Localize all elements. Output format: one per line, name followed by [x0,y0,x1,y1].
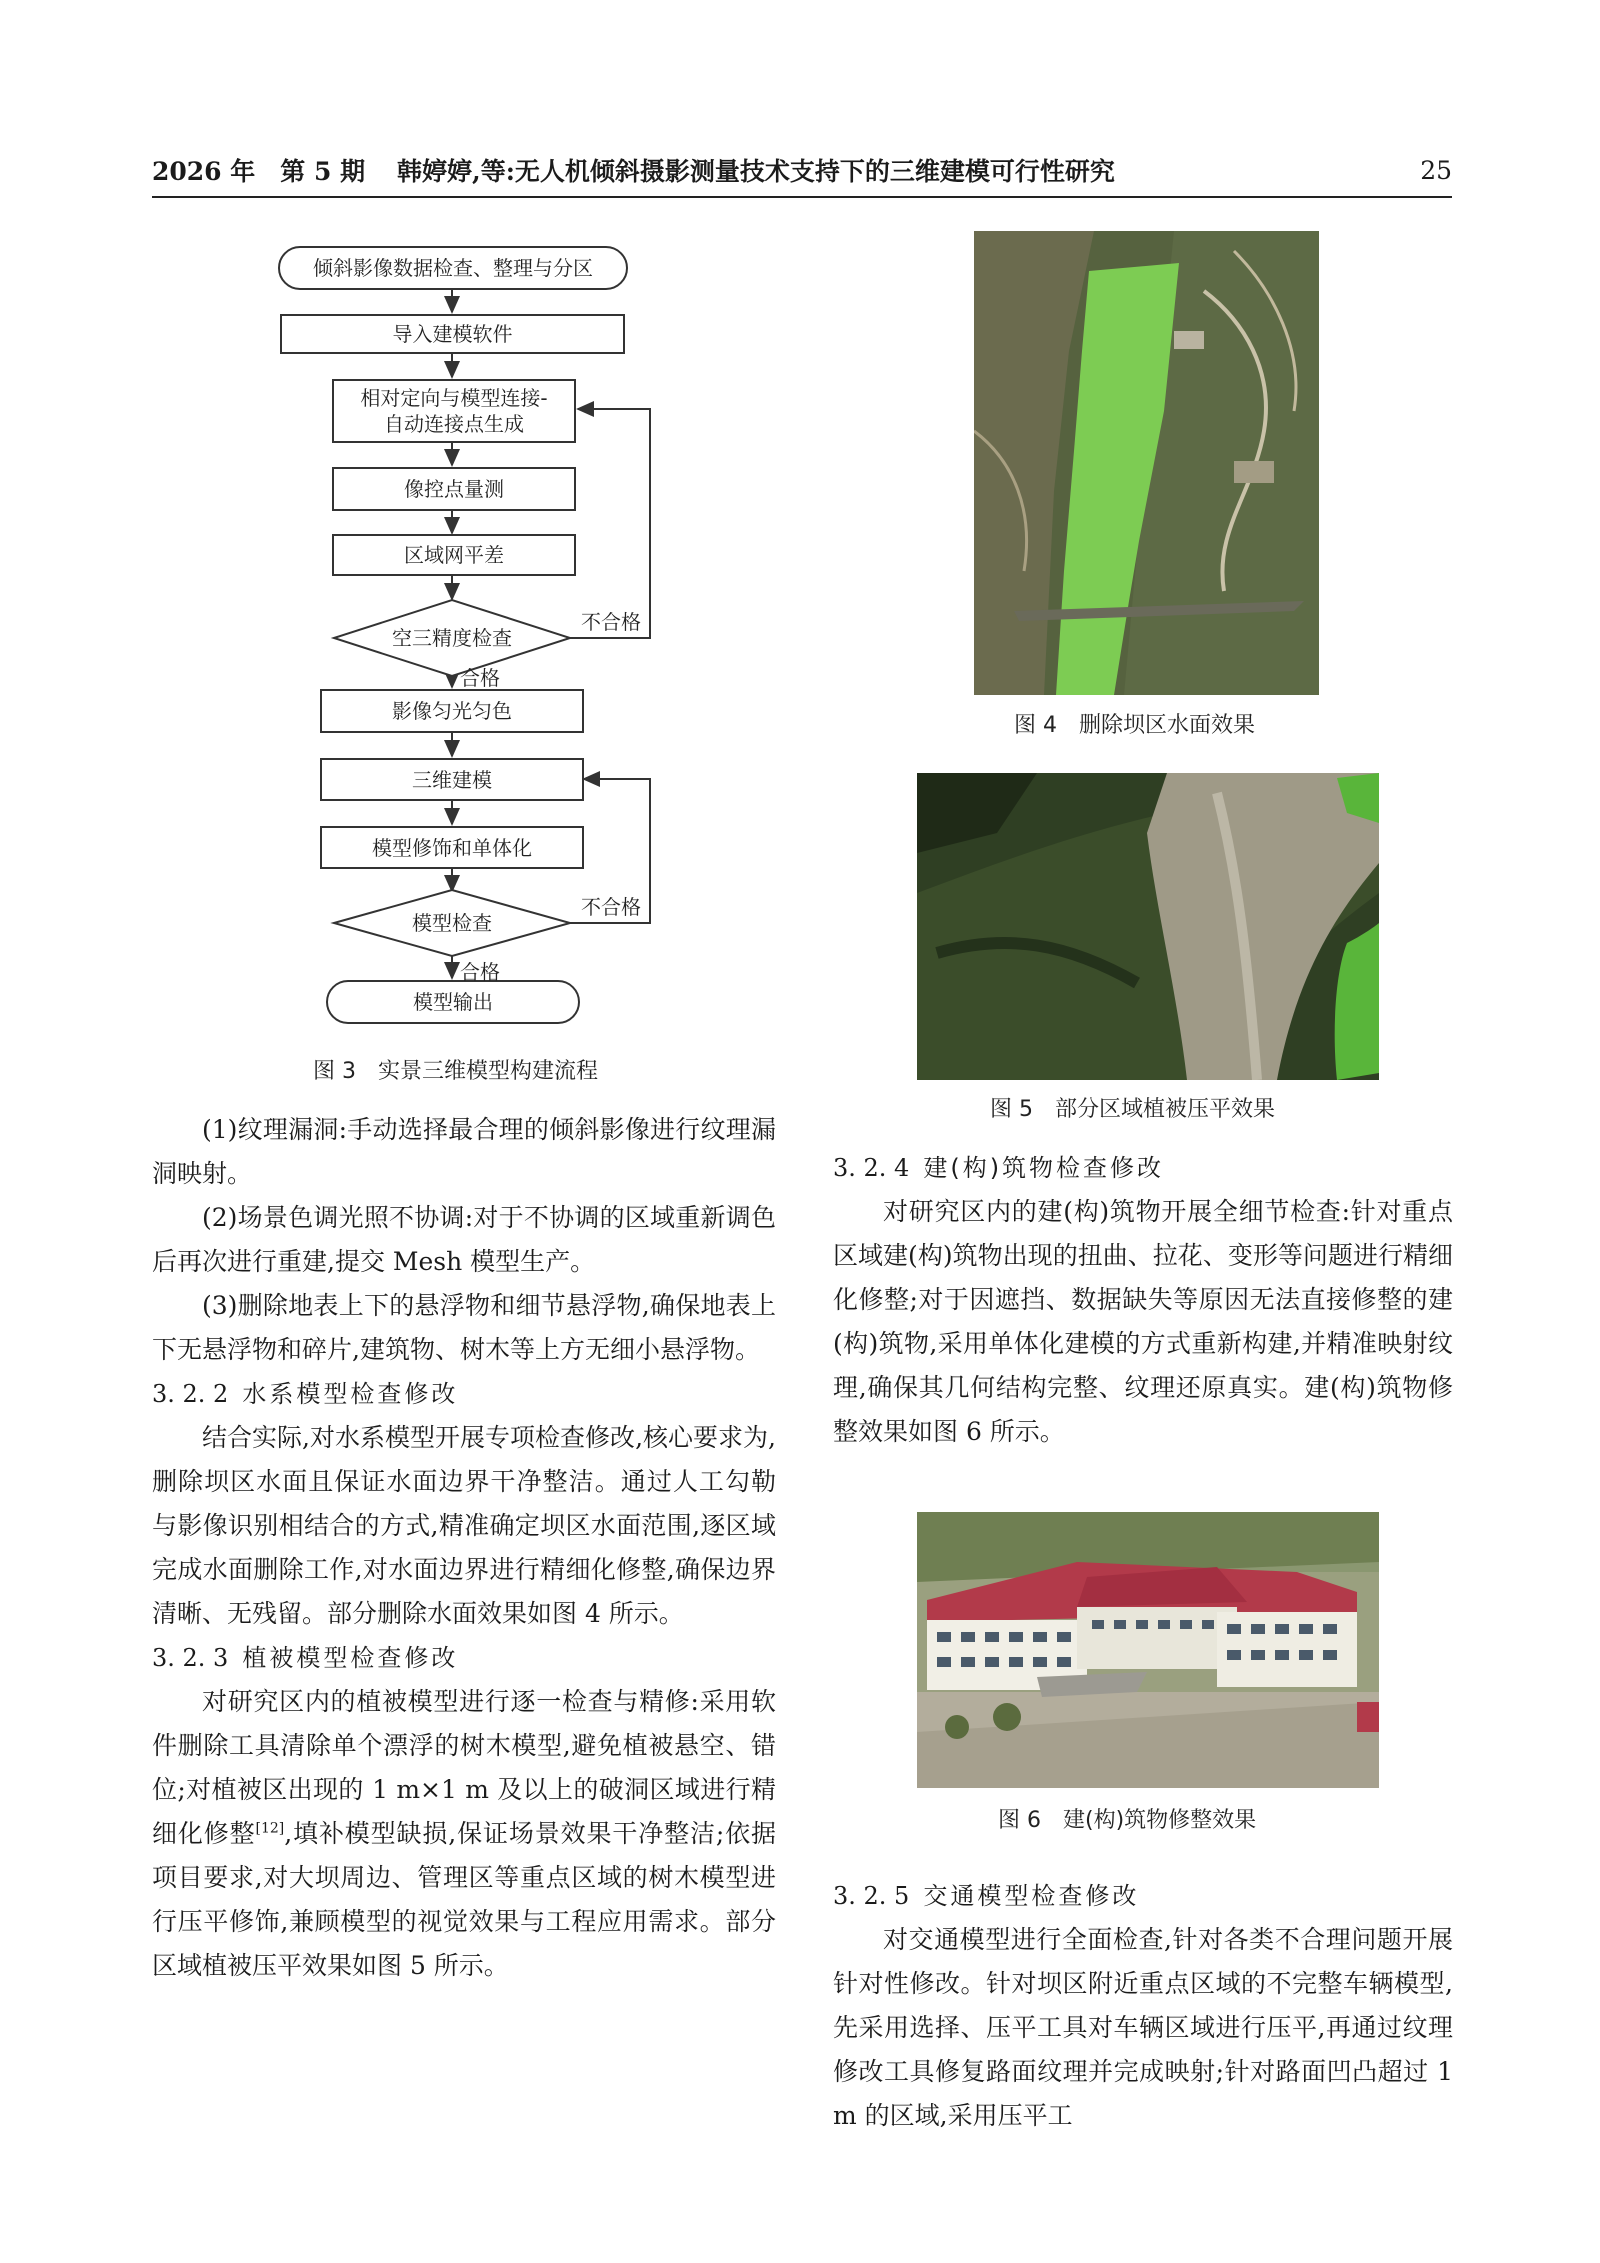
edge-label-pass-1: 合格 [460,666,500,690]
section-title: 水系模型检查修改 [242,1380,459,1408]
running-title: 韩婷婷,等:无人机倾斜摄影测量技术支持下的三维建模可行性研究 [397,157,1115,186]
flow-node-model-retouch: 模型修饰和单体化 [320,826,584,869]
paragraph-floating-objects: (3)删除地表上下的悬浮物和细节悬浮物,确保地表上下无悬浮物和碎片,建筑物、树木等上方无细小悬浮物。 [152,1291,776,1364]
flow-node-model-output: 模型输出 [326,980,580,1024]
figure-5-illustration [917,773,1379,1080]
figure-4-illustration [974,231,1319,695]
section-heading-3-2-4 [833,1146,1453,1190]
paragraph-building-model: 对研究区内的建(构)筑物开展全细节检查:针对重点区域建(构)筑物出现的扭曲、拉花、变形等问题进行精细化修整;对于因遮挡、数据缺失等原因无法直接修整的建(构)筑物,采用单体化建模的方式重新构建,并精准映射纹理,确保其几何结构完整、纹理还原真实。建(构)筑物修整效果如图 6 所示。 [833,1197,1453,1446]
page-number: 25 [1420,155,1452,185]
flow-node-gcp-measure: 像控点量测 [332,467,576,511]
figure-5-image [917,773,1379,1080]
running-header [152,150,1452,190]
figure-3-caption: 图 3 实景三维模型构建流程 [313,1059,598,1084]
journal-issue: 2026 年 第 5 期 [152,157,366,186]
edge-label-fail-2: 不合格 [581,895,641,919]
right-text-column [833,1146,1453,1454]
flow-node-aerial-accuracy-check: 空三精度检查 [392,626,512,650]
figure-3-flowchart [260,242,680,1042]
figure-4-caption: 图 4 删除坝区水面效果 [1014,713,1255,738]
flow-node-data-check: 倾斜影像数据检查、整理与分区 [278,246,628,290]
edge-label-fail-1: 不合格 [581,610,641,634]
paragraph-vegetation-model [152,1680,776,1988]
flow-node-import: 导入建模软件 [280,314,625,354]
section-title: 植被模型检查修改 [242,1644,459,1672]
flow-node-dodging: 影像匀光匀色 [320,689,584,733]
flow-node-relative-orientation-line2: 自动连接点生成 [384,412,524,436]
header-rule [152,196,1452,198]
edge-label-pass-2: 合格 [460,960,500,984]
figure-6-image [917,1512,1379,1788]
paragraph-color-lighting: (2)场景色调光照不协调:对于不协调的区域重新调色后再次进行重建,提交 Mesh 模型生产。 [152,1203,776,1276]
section-heading-3-2-3 [152,1636,776,1680]
section-number: 3. 2. 5 [833,1882,910,1910]
section-title: 建(构)筑物检查修改 [923,1154,1165,1182]
section-title: 交通模型检查修改 [923,1882,1140,1910]
citation-12: [12] [255,1820,285,1837]
figure-5-caption: 图 5 部分区域植被压平效果 [990,1097,1275,1122]
section-number: 3. 2. 4 [833,1154,910,1182]
right-text-column-lower [833,1874,1453,2138]
section-heading-3-2-2 [152,1372,776,1416]
flow-node-model-check: 模型检查 [412,911,492,935]
section-heading-3-2-5 [833,1874,1453,1918]
figure-6-illustration [917,1512,1379,1788]
paragraph-texture-holes: (1)纹理漏洞:手动选择最合理的倾斜影像进行纹理漏洞映射。 [152,1115,776,1188]
figure-4-image [974,231,1319,695]
flow-node-relative-orientation-line1: 相对定向与模型连接- [360,386,548,410]
paragraph-water-model: 结合实际,对水系模型开展专项检查修改,核心要求为,删除坝区水面且保证水面边界干净整洁。通过人工勾勒与影像识别相结合的方式,精准确定坝区水面范围,逐区域完成水面删除工作,对水面边界进行精细化修整,确保边界清晰、无残留。部分删除水面效果如图 4 所示。 [152,1423,776,1628]
flow-node-3d-modeling: 三维建模 [320,758,584,801]
flow-node-relative-orientation [332,379,576,443]
paragraph-traffic-model: 对交通模型进行全面检查,针对各类不合理问题开展针对性修改。针对坝区附近重点区域的不完整车辆模型,先采用选择、压平工具对车辆区域进行压平,再通过纹理修改工具修复路面纹理并完成映射;针对路面凹凸超过 1 m 的区域,采用压平工 [833,1925,1453,2130]
figure-6-caption: 图 6 建(构)筑物修整效果 [998,1808,1257,1833]
flow-node-block-adjustment: 区域网平差 [332,534,576,576]
section-number: 3. 2. 3 [152,1644,229,1672]
paragraph-vegetation-part2: ,填补模型缺损,保证场景效果干净整洁;依据项目要求,对大坝周边、管理区等重点区域的树木模型进行压平修饰,兼顾模型的视觉效果与工程应用需求。部分区域植被压平效果如图 5 所示。 [152,1819,776,1980]
section-number: 3. 2. 2 [152,1380,229,1408]
left-text-column [152,1108,776,1988]
paragraph-vegetation-part1: 对研究区内的植被模型进行逐一检查与精修:采用软件删除工具清除单个漂浮的树木模型,避免植被悬空、错位;对植被区出现的 1 m×1 m 及以上的破洞区域进行精细化修整 [152,1687,776,1848]
